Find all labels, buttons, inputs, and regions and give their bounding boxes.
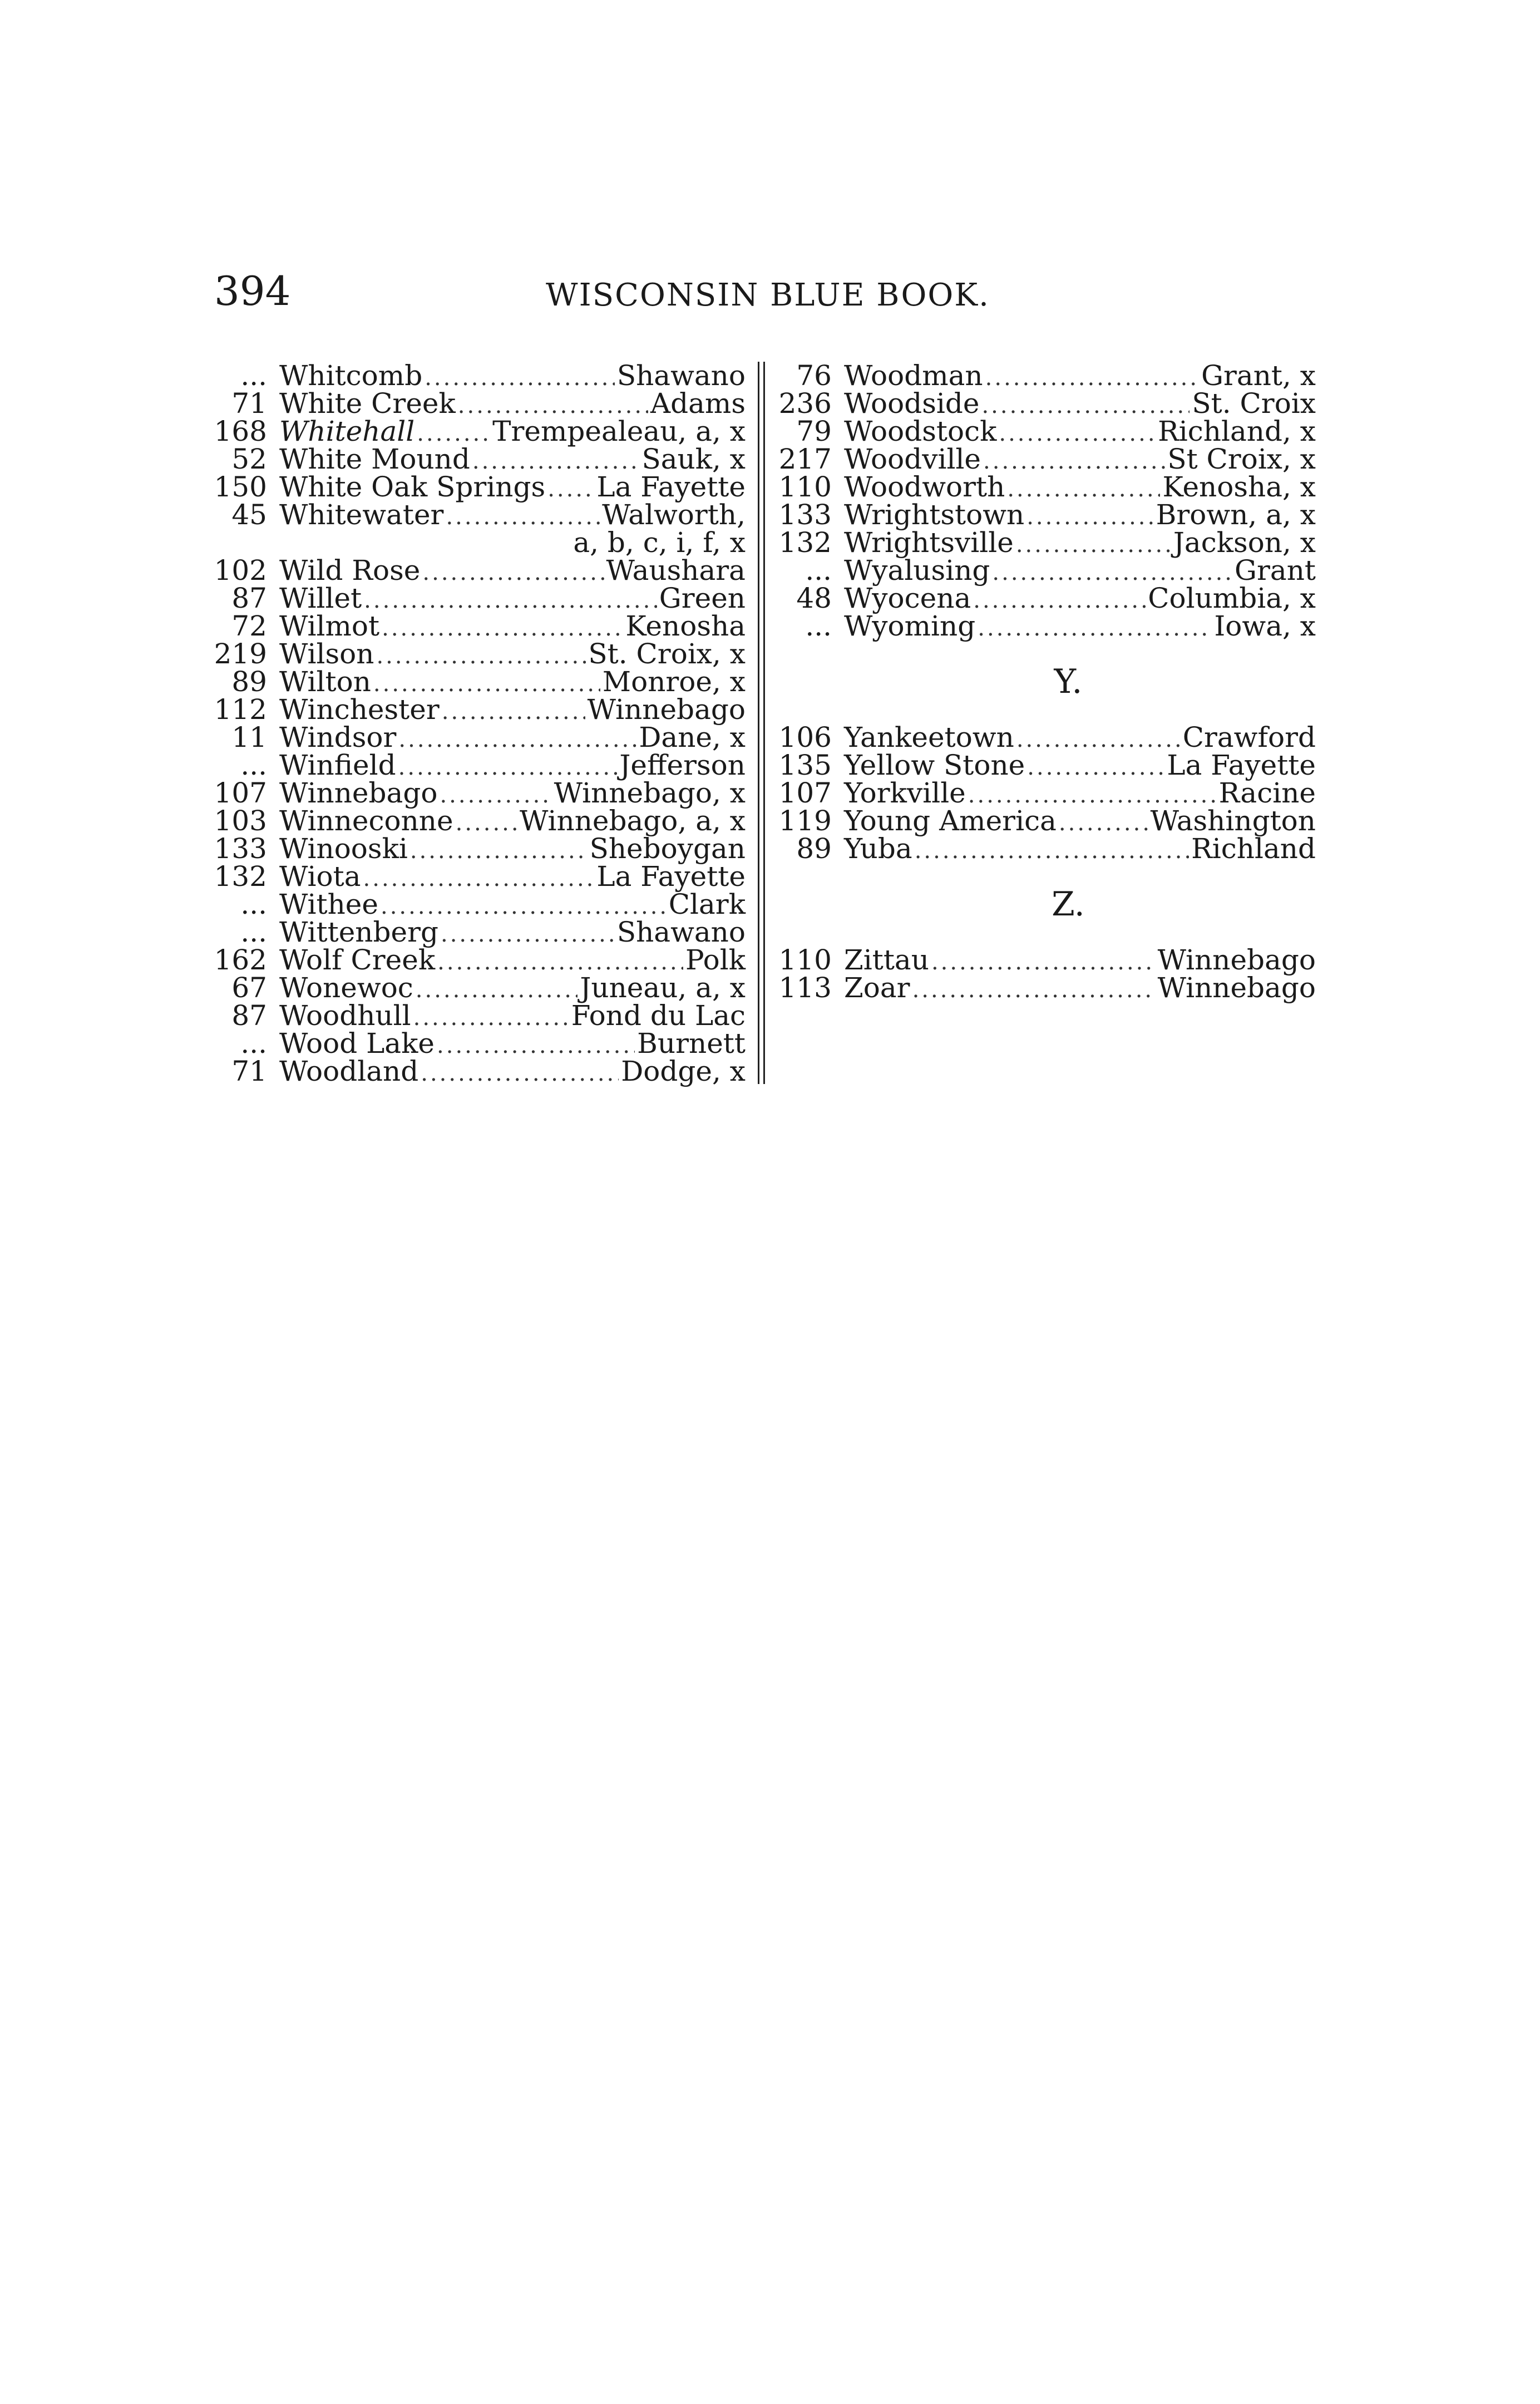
dot-leader <box>376 642 586 670</box>
index-entry <box>211 359 746 392</box>
entry-county: Waushara <box>606 554 746 587</box>
index-entry <box>211 723 746 751</box>
entry-page-number: 135 <box>778 749 832 781</box>
entry-county: Richland <box>1191 832 1316 865</box>
entry-page-number: 107 <box>778 777 832 809</box>
index-entry <box>776 584 1316 612</box>
entry-place-name: White Creek <box>279 387 456 420</box>
dot-leader <box>931 948 1156 976</box>
dot-leader <box>1026 503 1153 531</box>
entry-county: Kenosha <box>625 610 746 642</box>
entry-page-number: 132 <box>778 526 832 559</box>
entry-place-name: White Oak Springs <box>279 471 546 503</box>
entry-county: La Fayette <box>596 860 746 893</box>
index-entry <box>211 1027 746 1060</box>
entry-place-name: Winooski <box>279 832 408 865</box>
entry-county: Racine <box>1218 777 1316 809</box>
index-entry <box>211 832 746 865</box>
entry-county: Iowa, x <box>1214 610 1316 642</box>
entry-place-name: Yankeetown <box>844 721 1014 753</box>
entry-county: Richland, x <box>1158 415 1316 447</box>
entry-county: Winnebago <box>1157 944 1316 976</box>
index-entry <box>776 554 1316 587</box>
entry-place-name: Winfield <box>279 749 396 781</box>
entry-place-name: Wrightsville <box>844 526 1014 559</box>
entry-place-name: Wolf Creek <box>279 944 436 976</box>
entry-page-number: 106 <box>778 721 832 753</box>
entry-county: St Croix, x <box>1167 443 1316 475</box>
entry-page-number: 113 <box>778 972 832 1004</box>
entry-county: Kenosha, x <box>1162 471 1316 503</box>
entry-place-name: Whitewater <box>279 499 444 531</box>
dot-leader <box>364 587 657 614</box>
entry-county: Polk <box>685 944 746 976</box>
entry-place-name: Wood Lake <box>279 1027 435 1060</box>
dot-leader <box>363 865 595 893</box>
index-entry <box>211 554 746 587</box>
entry-county: Adams <box>650 387 746 420</box>
index-entry <box>211 693 746 726</box>
entry-place-name: Windsor <box>279 721 397 753</box>
entry-page-number: 71 <box>231 387 267 420</box>
entry-county: Fond du Lac <box>571 999 746 1032</box>
entry-page-number: 67 <box>231 972 267 1004</box>
dot-leader <box>547 475 594 503</box>
entry-place-name: Wild Rose <box>279 554 421 587</box>
column-rule-right <box>763 362 765 1084</box>
entry-county: Shawano <box>616 916 746 948</box>
section-heading-z: Z. <box>1052 885 1085 924</box>
dot-leader <box>1016 726 1181 753</box>
index-entry <box>211 779 746 807</box>
entry-page-number: 45 <box>231 499 267 531</box>
dot-leader <box>441 920 615 948</box>
dot-leader <box>398 726 636 753</box>
entry-place-name: Young America <box>844 805 1057 837</box>
entry-page-number: 48 <box>796 582 832 614</box>
entry-county: La Fayette <box>1167 749 1316 781</box>
dot-leader <box>999 420 1156 447</box>
entry-place-name: Wyoming <box>844 610 976 642</box>
entry-page-number: 110 <box>778 944 832 976</box>
dot-leader <box>983 447 1165 475</box>
dot-leader <box>416 976 578 1004</box>
index-entry <box>776 473 1316 501</box>
entry-county: Winnebago, a, x <box>519 805 746 837</box>
index-entry <box>776 387 1316 420</box>
entry-page-number: ... <box>240 359 267 392</box>
entry-place-name: Woodland <box>279 1055 419 1087</box>
index-entry <box>211 417 746 445</box>
entry-page-number: 76 <box>796 359 832 392</box>
entry-place-name: Yuba <box>844 832 912 865</box>
dot-leader <box>1027 753 1164 781</box>
index-entry <box>211 526 746 559</box>
dot-leader <box>978 614 1212 642</box>
dot-leader <box>437 1032 635 1060</box>
entry-page-number: 150 <box>214 471 267 503</box>
entry-county: Walworth, <box>602 499 746 531</box>
entry-page-number: 87 <box>231 999 267 1032</box>
entry-page-number: ... <box>805 610 832 642</box>
index-entry <box>211 751 746 779</box>
entry-county: Sauk, x <box>641 443 746 475</box>
y-entries <box>776 723 1316 863</box>
entry-county: St. Croix, x <box>588 638 746 670</box>
dot-leader <box>1007 475 1160 503</box>
entry-place-name: Willet <box>279 582 362 614</box>
entry-place-name: Wiota <box>279 860 361 893</box>
entry-page-number: ... <box>805 554 832 587</box>
entry-county: Juneau, a, x <box>580 972 746 1004</box>
entry-place-name: Winnebago <box>279 777 438 809</box>
index-entry <box>211 946 746 974</box>
entry-page-number: 87 <box>231 582 267 614</box>
entry-place-name: Whitcomb <box>279 359 423 392</box>
entry-place-name: Zoar <box>844 972 910 1004</box>
dot-leader <box>410 837 588 865</box>
index-entry <box>211 668 746 696</box>
entry-place-name: Wonewoc <box>279 972 413 1004</box>
entry-place-name: Wyalusing <box>844 554 990 587</box>
index-entry <box>776 526 1316 559</box>
entry-place-name: Woodside <box>844 387 980 420</box>
entry-page-number: 132 <box>214 860 267 893</box>
entry-page-number: 112 <box>214 693 267 726</box>
dot-leader <box>382 614 623 642</box>
index-entry <box>776 612 1316 640</box>
index-entry <box>211 974 746 1002</box>
entry-county: Dane, x <box>639 721 746 753</box>
right-column <box>776 359 1316 1004</box>
left-column <box>211 359 746 1087</box>
entry-page-number: ... <box>240 749 267 781</box>
dot-leader <box>912 976 1156 1004</box>
entry-county: Winnebago <box>1157 972 1316 1004</box>
entry-county: Jackson, x <box>1173 526 1316 559</box>
index-entry <box>776 417 1316 445</box>
entry-place-name: Woodhull <box>279 999 411 1032</box>
index-entry <box>211 807 746 835</box>
z-entries <box>776 946 1316 1002</box>
entry-page-number: 89 <box>796 832 832 865</box>
index-entry <box>211 640 746 668</box>
entry-page-number: 133 <box>214 832 267 865</box>
entry-county: Burnett <box>637 1027 746 1060</box>
index-entry <box>211 387 746 420</box>
entry-place-name: Woodman <box>844 359 983 392</box>
dot-leader <box>985 364 1199 392</box>
entry-page-number: 103 <box>214 805 267 837</box>
index-entry <box>776 751 1316 779</box>
w-entries <box>776 359 1316 642</box>
dot-leader <box>422 559 604 587</box>
entry-page-number: 79 <box>796 415 832 447</box>
page-number: 394 <box>214 268 291 314</box>
index-entry <box>211 584 746 612</box>
dot-leader <box>915 837 1189 865</box>
running-head: WISCONSIN BLUE BOOK. <box>546 277 990 313</box>
index-entry <box>776 946 1316 974</box>
entry-place-name: Wittenberg <box>279 916 438 948</box>
index-entry <box>211 501 746 529</box>
entry-page-number: 72 <box>231 610 267 642</box>
entry-page-number: 219 <box>214 638 267 670</box>
entry-place-name: Winneconne <box>279 805 453 837</box>
entry-county: Clark <box>668 888 746 920</box>
entry-county: Green <box>659 582 746 614</box>
entry-page-number: 71 <box>231 1055 267 1087</box>
entry-page-number: 168 <box>214 415 267 447</box>
index-entry <box>211 445 746 473</box>
entry-page-number: 52 <box>231 443 267 475</box>
index-entry <box>776 723 1316 751</box>
entry-place-name: Wilmot <box>279 610 380 642</box>
entry-page-number: 102 <box>214 554 267 587</box>
entry-county: Grant, x <box>1201 359 1316 392</box>
entry-county: Sheboygan <box>589 832 746 865</box>
index-entry <box>211 1057 746 1085</box>
entry-county: La Fayette <box>596 471 746 503</box>
section-heading-y: Y. <box>1054 662 1083 701</box>
index-entry <box>776 974 1316 1002</box>
entry-place-name: Withee <box>279 888 378 920</box>
entry-place-name: Wilson <box>279 638 374 670</box>
entry-place-name: Woodville <box>844 443 981 475</box>
entry-place-name: Wyocena <box>844 582 971 614</box>
dot-leader <box>456 809 517 837</box>
entry-county: St. Croix <box>1192 387 1316 420</box>
entry-place-name: Wilton <box>279 666 371 698</box>
entry-place-name: Woodworth <box>844 471 1005 503</box>
entry-county: Shawano <box>616 359 746 392</box>
column-rule-left <box>758 362 759 1084</box>
entry-county: Dodge, x <box>621 1055 746 1087</box>
index-entry <box>211 890 746 918</box>
entry-page-number: 217 <box>778 443 832 475</box>
entry-page-number: ... <box>240 916 267 948</box>
entry-place-name: Winchester <box>279 693 440 726</box>
index-entry <box>776 832 1316 865</box>
index-entry <box>776 807 1316 835</box>
index-entry <box>211 918 746 946</box>
entry-county: Columbia, x <box>1148 582 1316 614</box>
dot-leader <box>1016 531 1171 559</box>
entry-page-number: 162 <box>214 944 267 976</box>
index-entry <box>776 445 1316 473</box>
entry-place-name: Wrightstown <box>844 499 1025 531</box>
entry-county: Crawford <box>1182 721 1316 753</box>
entry-place-name: Whitehall <box>279 415 415 447</box>
index-entry <box>776 779 1316 807</box>
entry-page-number: 11 <box>231 721 267 753</box>
entry-page-number: 236 <box>778 387 832 420</box>
entry-county: Monroe, x <box>602 666 746 698</box>
entry-county: Washington <box>1150 805 1316 837</box>
index-entry <box>211 999 746 1032</box>
entry-county: Winnebago <box>587 693 746 726</box>
entry-place-name: White Mound <box>279 443 470 475</box>
entry-place-name: Zittau <box>844 944 929 976</box>
entry-place-name: Yellow Stone <box>844 749 1025 781</box>
index-entry <box>776 501 1316 529</box>
entry-county: Brown, a, x <box>1156 499 1316 531</box>
index-entry <box>211 860 746 893</box>
dot-leader <box>421 1060 619 1087</box>
page-header <box>214 266 1321 316</box>
entry-page-number: 110 <box>778 471 832 503</box>
entry-county: Grant <box>1235 554 1316 587</box>
dot-leader <box>442 698 585 726</box>
entry-place-name: Woodstock <box>844 415 997 447</box>
entry-page-number: 133 <box>778 499 832 531</box>
entry-page-number: 107 <box>214 777 267 809</box>
entry-county: a, b, c, i, f, x <box>573 526 746 559</box>
entry-page-number: 119 <box>778 805 832 837</box>
entry-page-number: 89 <box>231 666 267 698</box>
index-entry <box>776 359 1316 392</box>
dot-leader <box>973 587 1146 614</box>
index-entry <box>211 612 746 640</box>
index-entry <box>211 473 746 501</box>
entry-page-number: ... <box>240 1027 267 1060</box>
entry-county: Jefferson <box>619 749 746 781</box>
entry-page-number: ... <box>240 888 267 920</box>
dot-leader <box>1059 809 1148 837</box>
entry-place-name: Yorkville <box>844 777 966 809</box>
entry-county: Winnebago, x <box>554 777 746 809</box>
entry-county: Trempealeau, a, x <box>492 415 746 447</box>
dot-leader <box>413 1004 569 1032</box>
